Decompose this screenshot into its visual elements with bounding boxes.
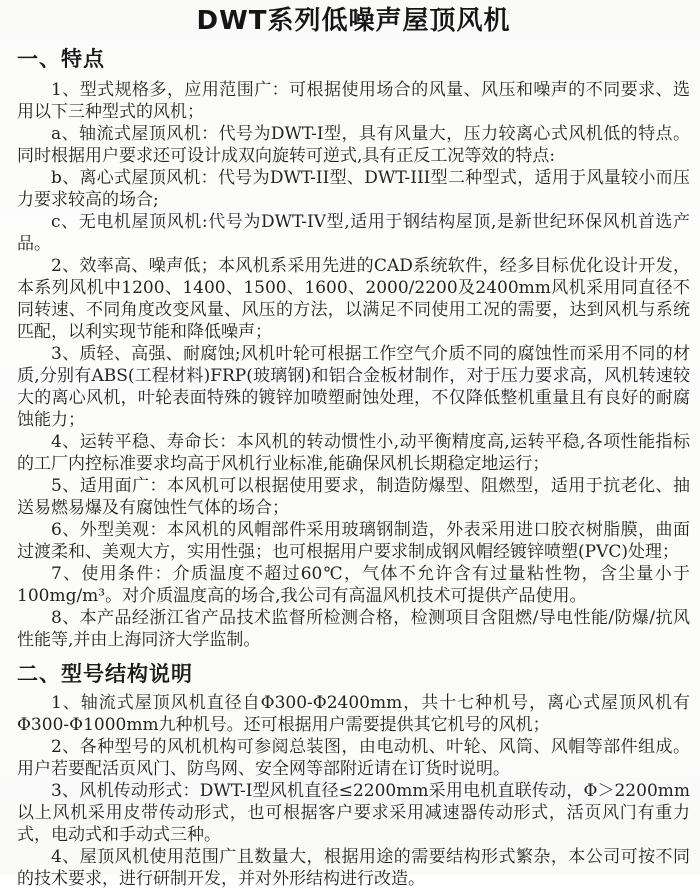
features-item-5: 5、适用面广：本风机可以根据使用要求，制造防爆型、阻燃型，适用于抗老化、抽送易燃易爆及有腐蚀性气体的场合；	[17, 476, 690, 518]
model-structure-item-3: 3、风机传动形式：DWT-I型风机直径≤2200mm采用电机直联传动，Φ＞2200mm以上风机采用皮带传动形式，也可根据客户要求采用减速器传动形式，活页风门有重力式，电动式和手动式三种。	[17, 781, 690, 845]
model-structure-item-1: 1、轴流式屋顶风机直径自Φ300-Φ2400mm，共十七种机号，离心式屋顶风机有Φ300-Φ1000mm九种机号。还可根据用户需要提供其它机号的风机；	[17, 693, 690, 735]
features-item-4: 4、运转平稳、寿命长：本风机的转动惯性小,动平衡精度高,运转平稳,各项性能指标的工厂内控标准要求均高于风机行业标准,能确保风机长期稳定地运行；	[17, 432, 690, 474]
model-structure-item-2: 2、各种型号的风机机构可参阅总装图，由电动机、叶轮、风筒、风帽等部件组成。用户若要配活页风门、防鸟网、安全网等部附近请在订货时说明。	[17, 737, 690, 779]
features-item-1b: b、离心式屋顶风机：代号为DWT-II型、DWT-III型二种型式，适用于风量较小而压力要求较高的场合;	[17, 168, 690, 210]
model-structure-item-4: 4、屋顶风机使用范围广且数量大，根据用途的需要结构形式繁杂，本公司可按不同的技术要求，进行研制开发，并对外形结构进行改造。	[17, 847, 690, 889]
document-title: DWT系列低噪声屋顶风机	[196, 6, 511, 36]
section-features-heading: 一、特点	[17, 47, 105, 71]
features-item-3: 3、质轻、高强、耐腐蚀;风机叶轮可根据工作空气介质不同的腐蚀性而采用不同的材质,分别有ABS(工程材料)FRP(玻璃钢)和铝合金板材制作，对于压力要求高，风机转速较大的离心风机，叶轮表面特殊的镀锌加喷塑耐蚀处理，不仅降低整机重量且有良好的耐腐蚀能力；	[17, 344, 690, 430]
features-item-2: 2、效率高、噪声低；本风机系采用先进的CAD系统软件，经多目标优化设计开发，本系列风机中1200、1400、1500、1600、2000/2200及2400mm风机采用同直径不同转速、不同角度改变风量、风压的方法，以满足不同使用工况的需要，达到风机与系统匹配，以利实现节能和降低噪声；	[17, 256, 690, 342]
features-item-1c: c、无电机屋顶风机:代号为DWT-IV型,适用于钢结构屋顶,是新世纪环保风机首选产品。	[17, 212, 690, 254]
features-item-8: 8、本产品经浙江省产品技术监督所检测合格，检测项目含阻燃/导电性能/防爆/抗风性能等,并由上海同济大学监制。	[17, 608, 690, 650]
features-item-1a: a、轴流式屋顶风机：代号为DWT-I型，具有风量大，压力较离心式风机低的特点。同时根据用户要求还可设计成双向旋转可逆式,具有正反工况等效的特点:	[17, 124, 690, 166]
section-model-structure-heading: 二、型号结构说明	[17, 662, 193, 686]
features-item-1: 1、型式规格多，应用范围广：可根据使用场合的风量、风压和噪声的不同要求、选用以下三种型式的风机；	[17, 80, 690, 122]
features-item-7: 7、使用条件：介质温度不超过60℃，气体不允许含有过量粘性物，含尘量小于100mg/m³。对介质温度高的场合,我公司有高温风机技术可提供产品使用。	[17, 564, 690, 606]
features-item-6: 6、外型美观：本风机的风帽部件采用玻璃钢制造，外表采用进口胶衣树脂膜，曲面过渡柔和、美观大方，实用性强；也可根据用户要求制成钢风帽经镀锌喷塑(PVC)处理；	[17, 520, 690, 562]
